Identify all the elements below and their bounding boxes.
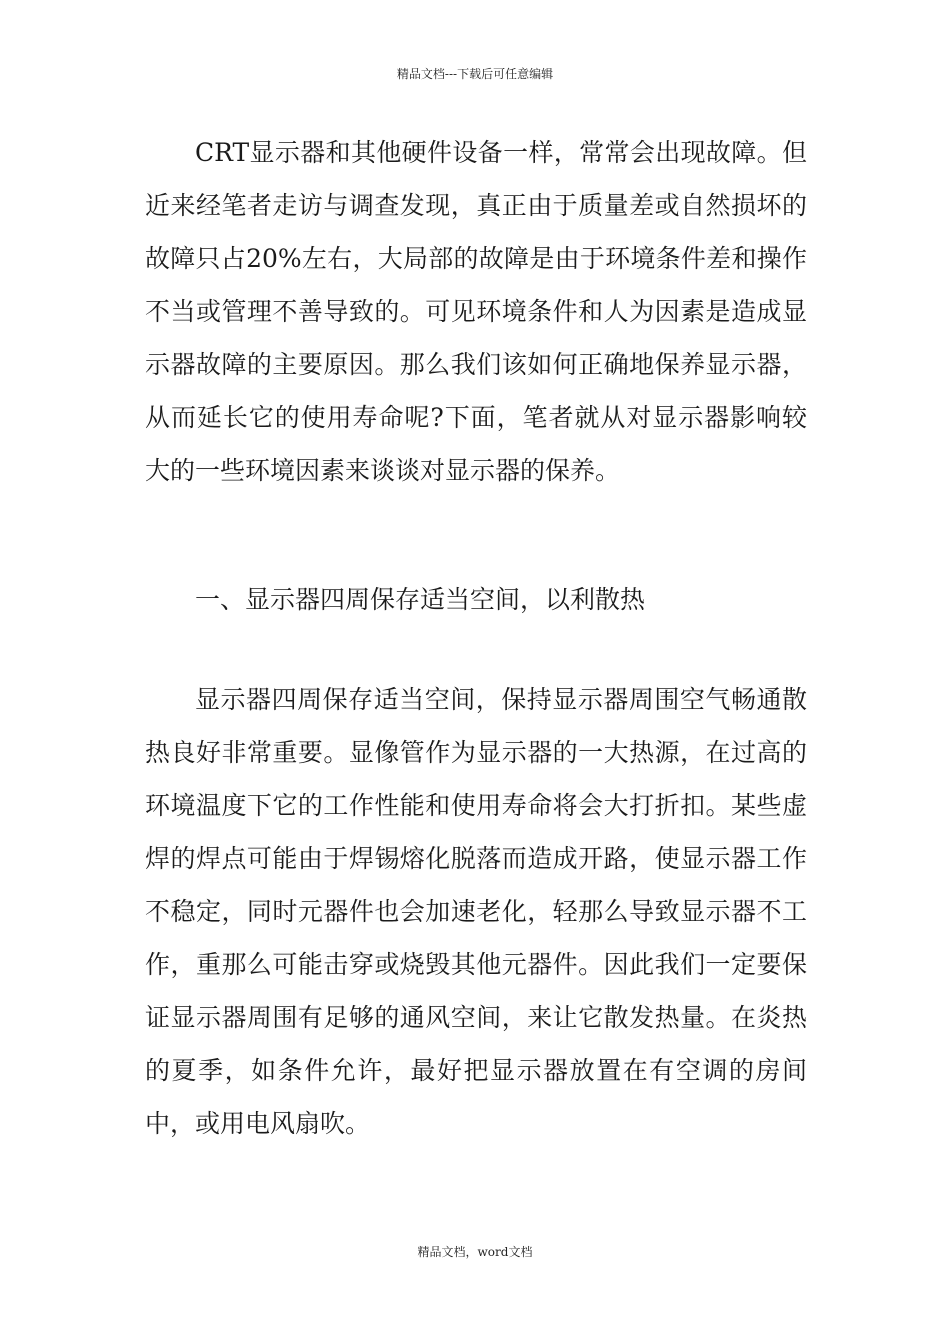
section-paragraph: 显示器四周保存适当空间，保持显示器周围空气畅通散热良好非常重要。显像管作为显示器的一大热源，在过高的环境温度下它的工作性能和使用寿命将会大打折扣。某些虚焊的焊点可能由于焊锡熔化脱落而造成开路，使显示器工作不稳定，同时元器件也会加速老化，轻那么导致显示器不工作，重那么可能击穿或烧毁其他元器件。因此我们一定要保证显示器周围有足够的通风空间，来让它散发热量。在炎热的夏季，如条件允许，最好把显示器放置在有空调的房间中，或用电风扇吹。 xyxy=(145,685,807,1138)
intro-paragraph: CRT显示器和其他硬件设备一样，常常会出现故障。但近来经笔者走访与调查发现，真正由于质量差或自然损坏的故障只占20%左右，大局部的故障是由于环境条件差和操作不当或管理不善导致的。可见环境条件和人为因素是造成显示器故障的主要原因。那么我们该如何正确地保养显示器，从而延长它的使用寿命呢?下面，笔者就从对显示器影响较大的一些环境因素来谈谈对显示器的保养。 xyxy=(145,138,807,485)
page-footer: 精品文档，word文档 xyxy=(417,1245,533,1259)
section-heading: 一、显示器四周保存适当空间，以利散热 xyxy=(195,585,646,614)
page-header: 精品文档---下载后可任意编辑 xyxy=(396,67,554,81)
